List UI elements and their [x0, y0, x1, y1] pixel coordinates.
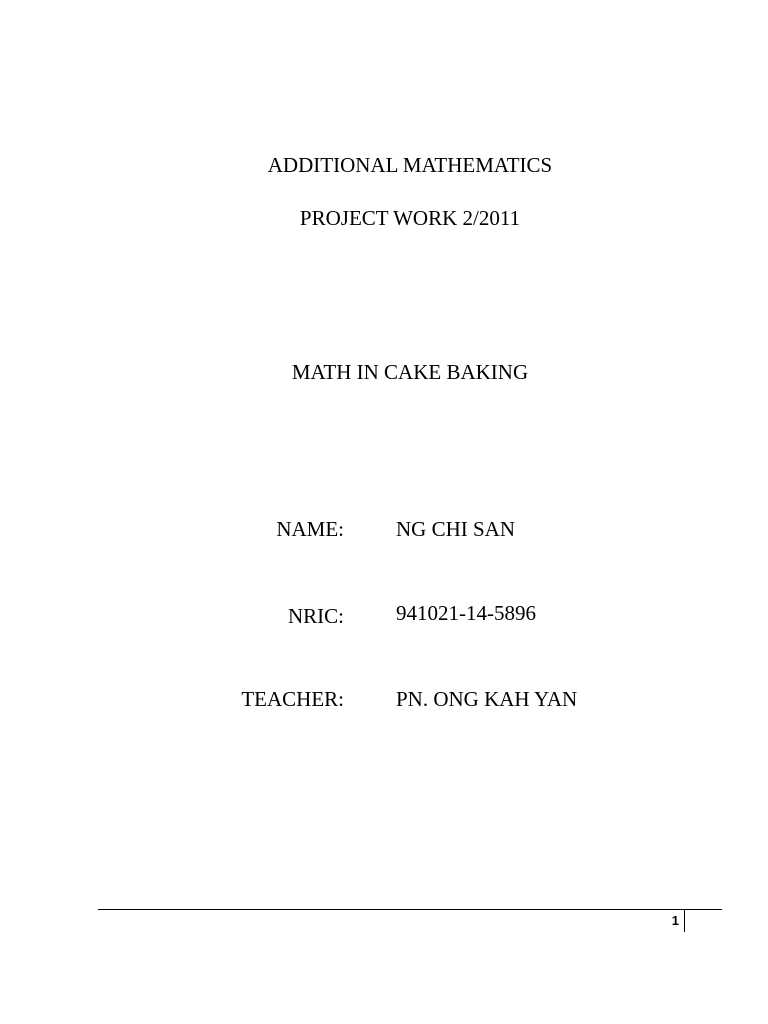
teacher-label: TEACHER: — [241, 687, 344, 711]
teacher-value: PN. ONG KAH YAN — [396, 687, 578, 711]
name-label: NAME: — [276, 517, 344, 541]
project-heading: PROJECT WORK 2/2011 — [299, 206, 521, 230]
nric-label: NRIC: — [287, 604, 344, 628]
page-number: 1 — [671, 913, 679, 928]
project-title: MATH IN CAKE BAKING — [291, 360, 529, 384]
nric-value: 941021-14-5896 — [396, 601, 536, 625]
subject-heading: ADDITIONAL MATHEMATICS — [267, 153, 553, 177]
name-value: NG CHI SAN — [396, 517, 516, 541]
page-number-divider — [684, 910, 685, 932]
footer-rule — [98, 909, 722, 910]
